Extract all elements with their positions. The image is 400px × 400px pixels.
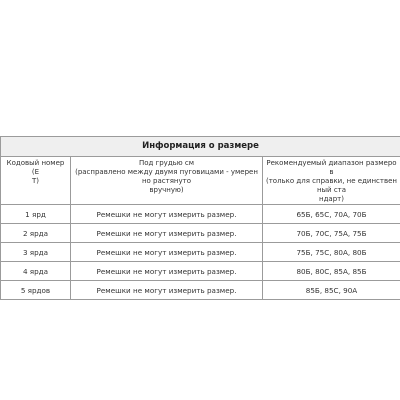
header-code-line-2: Т) [31, 177, 39, 185]
cell-range: 80Б, 80С, 85А, 85Б [263, 262, 400, 281]
header-chest-line-3: вручную) [149, 186, 184, 194]
header-range [263, 157, 400, 205]
header-row [1, 157, 400, 205]
size-info-table [0, 136, 400, 300]
header-chest-line-2: (расправлено между двумя пуговицами - умеренно растянуто [75, 168, 258, 185]
cell-code: 5 ярдов [1, 281, 71, 300]
title-row [1, 137, 400, 157]
cell-range: 70Б, 70С, 75А, 75Б [263, 224, 400, 243]
cell-chest: Ремешки не могут измерить размер. [71, 224, 263, 243]
header-range-line-2: (только для справки, не единственный ста [265, 177, 397, 194]
cell-chest: Ремешки не могут измерить размер. [71, 281, 263, 300]
cell-code: 1 ярд [1, 205, 71, 224]
header-code-line-1: Кодовый номер (Е [6, 159, 65, 176]
cell-chest: Ремешки не могут измерить размер. [71, 205, 263, 224]
cell-range: 85Б, 85С, 90А [263, 281, 400, 300]
header-code [1, 157, 71, 205]
table-row [1, 243, 400, 262]
cell-range: 65Б, 65С, 70А, 70Б [263, 205, 400, 224]
header-chest [71, 157, 263, 205]
table-row [1, 262, 400, 281]
header-range-line-3: ндарт) [319, 195, 344, 203]
size-info-table-container [0, 136, 400, 300]
table-title: Информация о размере [1, 137, 400, 157]
cell-code: 4 ярда [1, 262, 71, 281]
cell-chest: Ремешки не могут измерить размер. [71, 243, 263, 262]
table-row [1, 205, 400, 224]
cell-code: 2 ярда [1, 224, 71, 243]
table-row [1, 224, 400, 243]
header-chest-line-1: Под грудью см [138, 159, 195, 167]
cell-range: 75Б, 75С, 80А, 80Б [263, 243, 400, 262]
table-row [1, 281, 400, 300]
cell-chest: Ремешки не могут измерить размер. [71, 262, 263, 281]
header-range-line-1: Рекомендуемый диапазон размеров [266, 159, 397, 176]
cell-code: 3 ярда [1, 243, 71, 262]
